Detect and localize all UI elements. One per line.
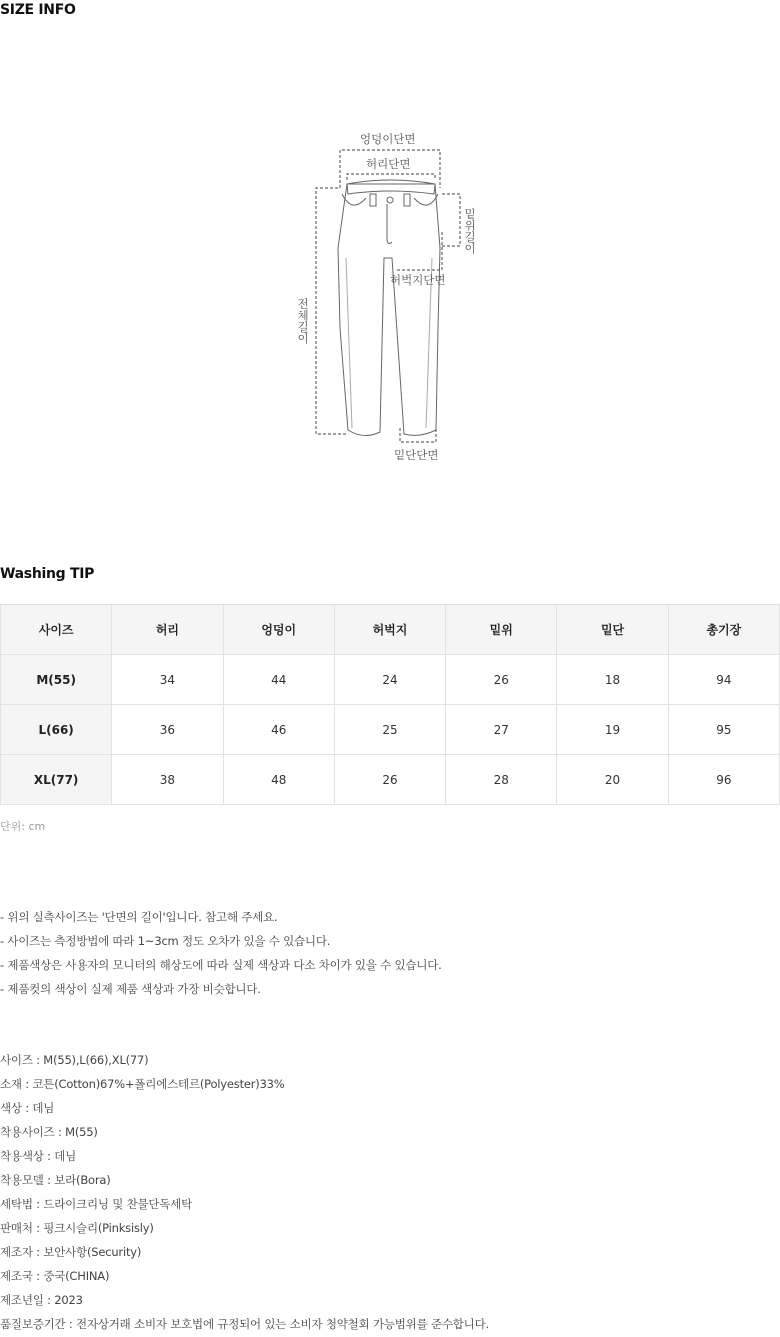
unit-note: 단위: cm xyxy=(0,820,46,833)
value-cell: 26 xyxy=(446,655,557,705)
size-notes xyxy=(0,905,442,1001)
washing-tip-title: Washing TIP xyxy=(0,566,95,582)
size-cell: XL(77) xyxy=(1,755,112,805)
table-header-row xyxy=(1,605,780,655)
spec-line: 색상 : 데님 xyxy=(0,1101,55,1115)
value-cell: 28 xyxy=(446,755,557,805)
pocket-right xyxy=(414,194,438,205)
size-table xyxy=(0,604,780,805)
spec-line: 제조국 : 중국(CHINA) xyxy=(0,1269,110,1283)
header-cell: 총기장 xyxy=(668,605,779,655)
belt-loop xyxy=(404,194,410,206)
header-cell: 사이즈 xyxy=(1,605,112,655)
value-cell: 34 xyxy=(112,655,223,705)
pants-outline xyxy=(338,184,440,436)
table-row xyxy=(1,755,780,805)
spec-line: 소재 : 코튼(Cotton)67%+폴리에스테르(Polyester)33% xyxy=(0,1077,285,1091)
header-cell: 밑위 xyxy=(446,605,557,655)
button xyxy=(387,197,393,203)
value-cell: 24 xyxy=(334,655,445,705)
value-cell: 26 xyxy=(334,755,445,805)
hem-label: 밑단단면 xyxy=(394,448,439,462)
total-length-label: 전체길이 xyxy=(296,298,310,344)
product-specs xyxy=(0,1048,489,1336)
value-cell: 95 xyxy=(668,705,779,755)
hip-label: 엉덩이단면 xyxy=(360,132,416,146)
value-cell: 19 xyxy=(557,705,668,755)
value-cell: 25 xyxy=(334,705,445,755)
note-line: - 위의 실측사이즈는 '단면의 길이'입니다. 참고해 주세요. xyxy=(0,910,278,924)
note-line: - 사이즈는 측정방법에 따라 1~3cm 정도 오차가 있을 수 있습니다. xyxy=(0,934,331,948)
header-cell: 허리 xyxy=(112,605,223,655)
spec-line: 착용사이즈 : M(55) xyxy=(0,1125,98,1139)
table-row xyxy=(1,655,780,705)
value-cell: 38 xyxy=(112,755,223,805)
value-cell: 36 xyxy=(112,705,223,755)
spec-line: 사이즈 : M(55),L(66),XL(77) xyxy=(0,1053,149,1067)
spec-line: 세탁법 : 드라이크리닝 및 찬물단독세탁 xyxy=(0,1197,193,1211)
value-cell: 18 xyxy=(557,655,668,705)
value-cell: 20 xyxy=(557,755,668,805)
spec-line: 판매처 : 핑크시슬리(Pinksisly) xyxy=(0,1221,154,1235)
belt-loop xyxy=(370,194,376,206)
header-cell: 엉덩이 xyxy=(223,605,334,655)
header-cell: 밑단 xyxy=(557,605,668,655)
spec-line: 착용색상 : 데님 xyxy=(0,1149,77,1163)
table-row xyxy=(1,705,780,755)
value-cell: 27 xyxy=(446,705,557,755)
waist-label: 허리단면 xyxy=(366,157,411,171)
value-cell: 94 xyxy=(668,655,779,705)
size-cell: L(66) xyxy=(1,705,112,755)
size-cell: M(55) xyxy=(1,655,112,705)
spec-line: 착용모델 : 보라(Bora) xyxy=(0,1173,111,1187)
header-cell: 허벅지 xyxy=(334,605,445,655)
pants-size-diagram xyxy=(280,128,500,468)
spec-line: 제조자 : 보안사항(Security) xyxy=(0,1245,142,1259)
fly xyxy=(387,204,392,244)
value-cell: 46 xyxy=(223,705,334,755)
size-info-title: SIZE INFO xyxy=(0,2,76,18)
value-cell: 44 xyxy=(223,655,334,705)
value-cell: 96 xyxy=(668,755,779,805)
spec-line: 품질보증기간 : 전자상거래 소비자 보호법에 규정되어 있는 소비자 청약철회 가능범위를 준수합니다. xyxy=(0,1317,489,1331)
note-line: - 제품색상은 사용자의 모니터의 해상도에 따라 실제 색상과 다소 차이가 있을 수 있습니다. xyxy=(0,958,442,972)
rise-label: 밑위길이 xyxy=(463,208,477,254)
waistband xyxy=(347,180,435,194)
thigh-label: 허벅지단면 xyxy=(390,273,446,287)
value-cell: 48 xyxy=(223,755,334,805)
note-line: - 제품컷의 색상이 실제 제품 색상과 가장 비슷합니다. xyxy=(0,982,261,996)
spec-line: 제조년일 : 2023 xyxy=(0,1293,83,1307)
